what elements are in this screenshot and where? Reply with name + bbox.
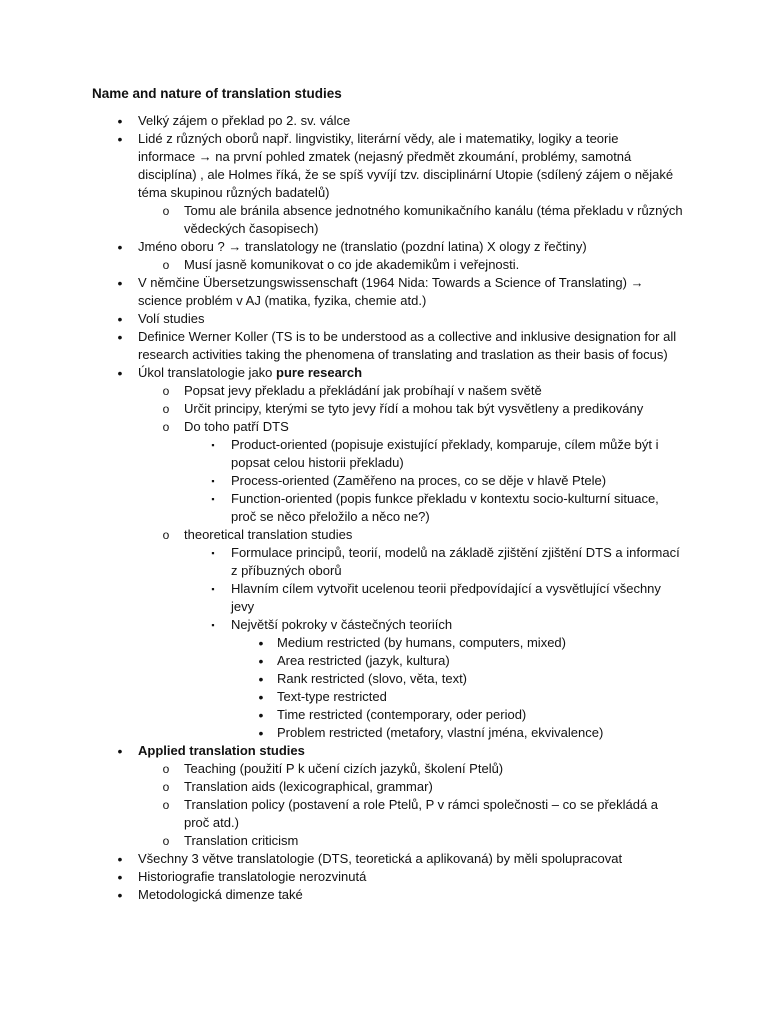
bullet-icon: o bbox=[162, 420, 170, 434]
list-item-text: Function-oriented (popis funkce překladu v kontextu socio-kulturní situace, proč se něco přeložilo a něco ne?) bbox=[231, 491, 659, 524]
list-item-text: Popsat jevy překladu a překládání jak probíhají v našem světě bbox=[184, 383, 542, 398]
list-item bbox=[162, 418, 684, 436]
list-item-text: Volí studies bbox=[138, 311, 205, 326]
bullet-icon: • bbox=[117, 365, 123, 381]
bullet-icon: o bbox=[162, 834, 170, 848]
list-item-text: Area restricted (jazyk, kultura) bbox=[277, 653, 450, 668]
list-item-text: Translation policy (postavení a role Ptelů, P v rámci společnosti – co se překládá a proč atd.) bbox=[184, 797, 659, 830]
bullet-icon: ▪ bbox=[211, 476, 215, 486]
list-item bbox=[162, 400, 684, 418]
outline-list bbox=[0, 112, 768, 904]
bullet-icon: o bbox=[162, 528, 170, 542]
list-item bbox=[258, 706, 677, 724]
list-item-text: Product-oriented (popisuje existující překlady, komparuje, cílem může být i popsat celou historii překladu) bbox=[231, 437, 659, 470]
list-item bbox=[162, 202, 684, 238]
bullet-icon: • bbox=[117, 743, 123, 759]
list-item-text: Problem restricted (metafory, vlastní jména, ekvivalence) bbox=[277, 725, 604, 740]
list-item bbox=[258, 634, 677, 652]
list-item bbox=[117, 238, 678, 256]
list-item-text: Formulace principů, teorií, modelů na základě zjištění zjištění DTS a informací z příbuzných oborů bbox=[231, 545, 680, 578]
list-item bbox=[258, 724, 677, 742]
bullet-icon: ▪ bbox=[211, 584, 215, 594]
list-item-text: Time restricted (contemporary, oder period) bbox=[277, 707, 527, 722]
bullet-icon: • bbox=[117, 131, 123, 147]
list-item-text: theoretical translation studies bbox=[184, 527, 353, 542]
list-item bbox=[211, 490, 681, 526]
list-item-text: Lidé z různých oborů např. lingvistiky, literární vědy, ale i matematiky, logiky a teorie informace → na první pohled zmatek (nejasný předmět zkoumání, problémy, samotná disciplína) , ale Holmes říká, že se spíš vyvíjí tzv. disciplinární Utopie (sdílený zájem o nějaké téma skupinou různých badatelů) bbox=[138, 131, 674, 200]
list-item bbox=[117, 886, 678, 904]
list-item bbox=[162, 526, 684, 544]
list-item bbox=[258, 652, 677, 670]
bullet-icon: • bbox=[117, 275, 123, 291]
bullet-icon: • bbox=[117, 329, 123, 345]
bullet-icon: • bbox=[258, 635, 264, 651]
list-item-text: Úkol translatologie jako bbox=[138, 365, 277, 380]
bullet-icon: • bbox=[258, 725, 264, 741]
bullet-icon: • bbox=[117, 887, 123, 903]
list-item bbox=[117, 112, 678, 130]
list-item bbox=[211, 580, 681, 616]
bullet-icon: • bbox=[117, 869, 123, 885]
list-item bbox=[211, 436, 681, 472]
list-item bbox=[162, 256, 684, 274]
list-item bbox=[211, 616, 681, 634]
bullet-icon: o bbox=[162, 204, 170, 218]
list-item-text: Do toho patří DTS bbox=[184, 419, 289, 434]
list-item-text: Text-type restricted bbox=[277, 689, 387, 704]
list-item-text: Definice Werner Koller (TS is to be understood as a collective and inklusive designation for all research activities taking the phenomena of translating and traslation as their basis of focus) bbox=[138, 329, 677, 362]
list-item-text: Teaching (použití P k učení cizích jazyků, školení Ptelů) bbox=[184, 761, 504, 776]
bullet-icon: • bbox=[117, 851, 123, 867]
document-title: Name and nature of translation studies bbox=[92, 86, 342, 101]
list-item-text: Jméno oboru ? → translatology ne (translatio (pozdní latina) X ology z řečtiny) bbox=[138, 239, 587, 254]
list-item bbox=[117, 328, 678, 364]
bullet-icon: ▪ bbox=[211, 620, 215, 630]
list-item bbox=[162, 796, 684, 832]
bullet-icon: ▪ bbox=[211, 494, 215, 504]
list-item bbox=[117, 130, 678, 202]
list-item-text: Tomu ale bránila absence jednotného komunikačního kanálu (téma překladu v různých vědeckých časopisech) bbox=[184, 203, 683, 236]
list-item-text: Medium restricted (by humans, computers, mixed) bbox=[277, 635, 566, 650]
list-item bbox=[117, 742, 678, 760]
list-item-text: Applied translation studies bbox=[138, 743, 305, 758]
bullet-icon: • bbox=[117, 239, 123, 255]
list-item-text: Rank restricted (slovo, věta, text) bbox=[277, 671, 468, 686]
bullet-icon: o bbox=[162, 258, 170, 272]
list-item bbox=[211, 544, 681, 580]
list-item-text: Historiografie translatologie nerozvinutá bbox=[138, 869, 367, 884]
bullet-icon: • bbox=[258, 671, 264, 687]
bullet-icon: • bbox=[258, 689, 264, 705]
list-item bbox=[117, 364, 678, 382]
bullet-icon: o bbox=[162, 762, 170, 776]
bullet-icon: • bbox=[258, 653, 264, 669]
list-item-text: Musí jasně komunikovat o co jde akademikům i veřejnosti. bbox=[184, 257, 520, 272]
bullet-icon: • bbox=[117, 113, 123, 129]
bullet-icon: • bbox=[258, 707, 264, 723]
list-item bbox=[117, 274, 678, 310]
bullet-icon: o bbox=[162, 780, 170, 794]
list-item-text: Určit principy, kterými se tyto jevy řídí a mohou tak být vysvětleny a predikovány bbox=[184, 401, 644, 416]
list-item-emphasis: pure research bbox=[276, 365, 363, 380]
list-item bbox=[211, 472, 681, 490]
list-item bbox=[162, 760, 684, 778]
list-item-text: Metodologická dimenze také bbox=[138, 887, 303, 902]
list-item-text: Všechny 3 větve translatologie (DTS, teoretická a aplikovaná) by měli spolupracovat bbox=[138, 851, 623, 866]
list-item bbox=[258, 670, 677, 688]
list-item-text: Translation criticism bbox=[184, 833, 299, 848]
list-item bbox=[117, 850, 678, 868]
list-item bbox=[117, 868, 678, 886]
bullet-icon: • bbox=[117, 311, 123, 327]
list-item-text: Velký zájem o překlad po 2. sv. válce bbox=[138, 113, 351, 128]
list-item bbox=[162, 832, 684, 850]
bullet-icon: o bbox=[162, 798, 170, 812]
bullet-icon: o bbox=[162, 402, 170, 416]
list-item bbox=[162, 382, 684, 400]
bullet-icon: ▪ bbox=[211, 548, 215, 558]
list-item bbox=[258, 688, 677, 706]
list-item-text: V němčine Übersetzungswissenschaft (1964 Nida: Towards a Science of Translating) → science problém v AJ (matika, fyzika, chemie atd.) bbox=[138, 275, 644, 308]
list-item-text: Process-oriented (Zaměřeno na proces, co se děje v hlavě Ptele) bbox=[231, 473, 607, 488]
list-item bbox=[117, 310, 678, 328]
bullet-icon: ▪ bbox=[211, 440, 215, 450]
list-item bbox=[162, 778, 684, 796]
list-item-text: Největší pokroky v částečných teoriích bbox=[231, 617, 453, 632]
bullet-icon: o bbox=[162, 384, 170, 398]
list-item-text: Translation aids (lexicographical, grammar) bbox=[184, 779, 433, 794]
list-item-text: Hlavním cílem vytvořit ucelenou teorii předpovídající a vysvětlující všechny jevy bbox=[231, 581, 661, 614]
